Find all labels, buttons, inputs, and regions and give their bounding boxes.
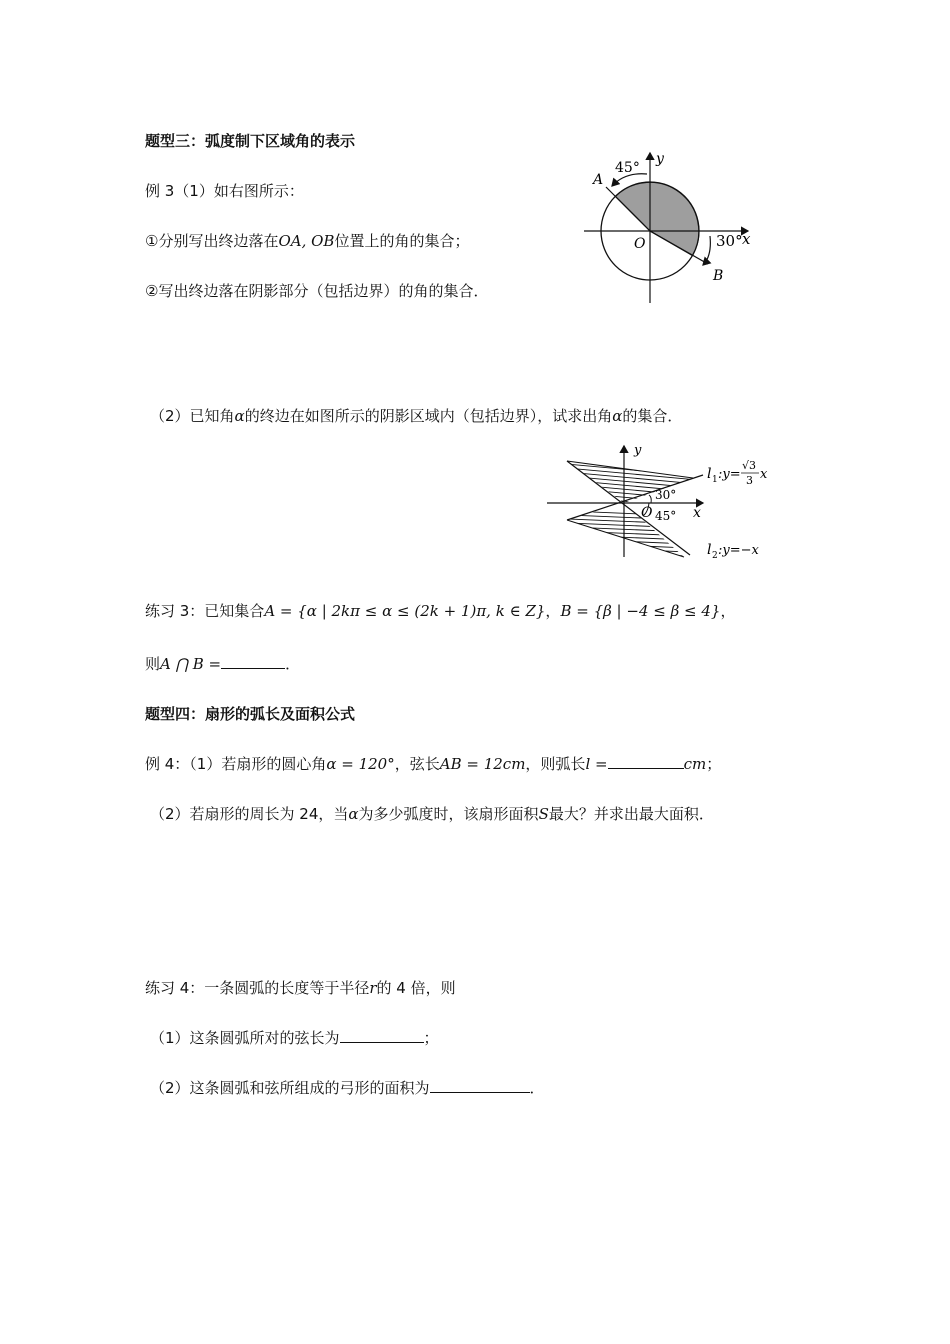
answer-blank-arc-length[interactable] — [608, 754, 684, 769]
practice4-q2 — [150, 1078, 545, 1098]
p4-q1-end: ； — [423, 1029, 439, 1047]
answer-blank-chord[interactable] — [340, 1028, 424, 1043]
fig2-label-30: 30° — [655, 488, 677, 502]
ex4-mid: ，弦长 — [394, 755, 440, 773]
figure2-hatched-region — [545, 440, 785, 565]
answer-blank-intersection[interactable] — [221, 654, 285, 669]
practice3-period: ． — [285, 655, 301, 673]
figure1-circle-sector — [570, 148, 770, 308]
fig1-label-30: 30° — [716, 232, 743, 250]
p4-prefix: 练习 4：一条圆弧的长度等于半径 — [145, 979, 370, 997]
ex4-p2-mid: 为多少弧度时，该扇形面积 — [358, 805, 539, 823]
example3-question2: ②写出终边落在阴影部分（包括边界）的角的集合． — [145, 282, 489, 300]
l2-label: l — [707, 542, 712, 558]
l1-denominator: 3 — [746, 474, 753, 487]
practice3-then: 则 — [145, 655, 161, 673]
fig2-label-O: O — [641, 505, 653, 521]
practice3-line2 — [145, 654, 300, 674]
fig2-label-45: 45° — [655, 509, 677, 523]
section3-title: 题型三：弧度制下区域角的表示 — [145, 132, 356, 150]
fig2-label-y: y — [634, 443, 642, 458]
practice3-label: 练习 3：已知集合 — [145, 602, 265, 620]
practice3-line1 — [145, 601, 735, 621]
arc-30-arrow — [703, 236, 710, 265]
l1-subscript: 1 — [712, 475, 718, 485]
p2-prefix: （2）已知角 — [150, 407, 235, 425]
q1-prefix: ①分别写出终边落在 — [145, 232, 279, 250]
practice4-q1 — [150, 1028, 439, 1048]
example4-part2 — [150, 804, 714, 824]
p4-suffix: 的 4 倍，则 — [376, 979, 456, 997]
ex4-p2-alpha: α — [348, 805, 359, 823]
ex4-end: ； — [706, 755, 722, 773]
p2-middle: 的终边在如图所示的阴影区域内（包括边界），试求出角 — [244, 407, 613, 425]
p2-alpha: α — [234, 407, 245, 425]
p4-q1-text: （1）这条圆弧所对的弦长为 — [150, 1029, 340, 1047]
shaded-sector — [615, 182, 698, 255]
l2-equation: :y=−x — [718, 543, 759, 558]
ex4-p2-prefix: （2）若扇形的周长为 24，当 — [150, 805, 349, 823]
l2-subscript: 2 — [712, 551, 718, 561]
fig1-label-B: B — [713, 268, 724, 284]
practice3-sep: ， — [545, 602, 561, 620]
l1-label: l — [707, 466, 712, 482]
example3-part2 — [150, 406, 682, 426]
fig1-label-x: x — [742, 230, 751, 248]
intersection-expr: A ⋂ B = — [160, 655, 222, 673]
section4-title: 题型四：扇形的弧长及面积公式 — [145, 705, 356, 723]
l1-numerator: √3 — [742, 459, 757, 472]
ex4-l: l = — [585, 755, 608, 773]
ex4-angle: α = 120° — [326, 755, 395, 773]
example4-part1 — [145, 754, 721, 774]
q1-suffix: 位置上的角的集合； — [334, 232, 470, 250]
p2-suffix: 的集合． — [622, 407, 683, 425]
ex4-mid2: ，则弧长 — [525, 755, 586, 773]
ex4-unit: cm — [683, 755, 707, 773]
fig2-label-x: x — [693, 505, 701, 521]
fig1-label-45: 45° — [615, 160, 640, 176]
ex4-chord: AB = 12cm — [439, 755, 526, 773]
practice4-intro — [145, 978, 456, 998]
p4-r: r — [369, 979, 377, 997]
set-B: B = {β | −4 ≤ β ≤ 4} — [560, 602, 721, 620]
example3-question1 — [145, 231, 469, 251]
p4-q2-end: ． — [529, 1079, 545, 1097]
fig1-label-A: A — [593, 172, 604, 188]
ex4-p2-S: S — [538, 805, 549, 823]
practice3-end: ， — [720, 602, 736, 620]
p2-alpha-2: α — [612, 407, 623, 425]
l1-equals: :y= — [718, 467, 741, 482]
arc-30-fig2 — [649, 495, 651, 503]
ex4-prefix: 例 4：（1）若扇形的圆心角 — [145, 755, 327, 773]
example3-intro: 例 3（1）如右图所示： — [145, 182, 304, 200]
fig1-label-O: O — [634, 236, 646, 252]
set-A: A = {α | 2kπ ≤ α ≤ (2k + 1)π, k ∈ Z} — [264, 602, 546, 620]
q1-math-rays: OA, OB — [278, 232, 335, 250]
l1-x: x — [760, 467, 768, 482]
answer-blank-segment-area[interactable] — [430, 1078, 530, 1093]
ex4-p2-suffix: 最大？并求出最大面积． — [548, 805, 714, 823]
fig1-label-y: y — [656, 151, 664, 167]
p4-q2-text: （2）这条圆弧和弦所组成的弓形的面积为 — [150, 1079, 430, 1097]
